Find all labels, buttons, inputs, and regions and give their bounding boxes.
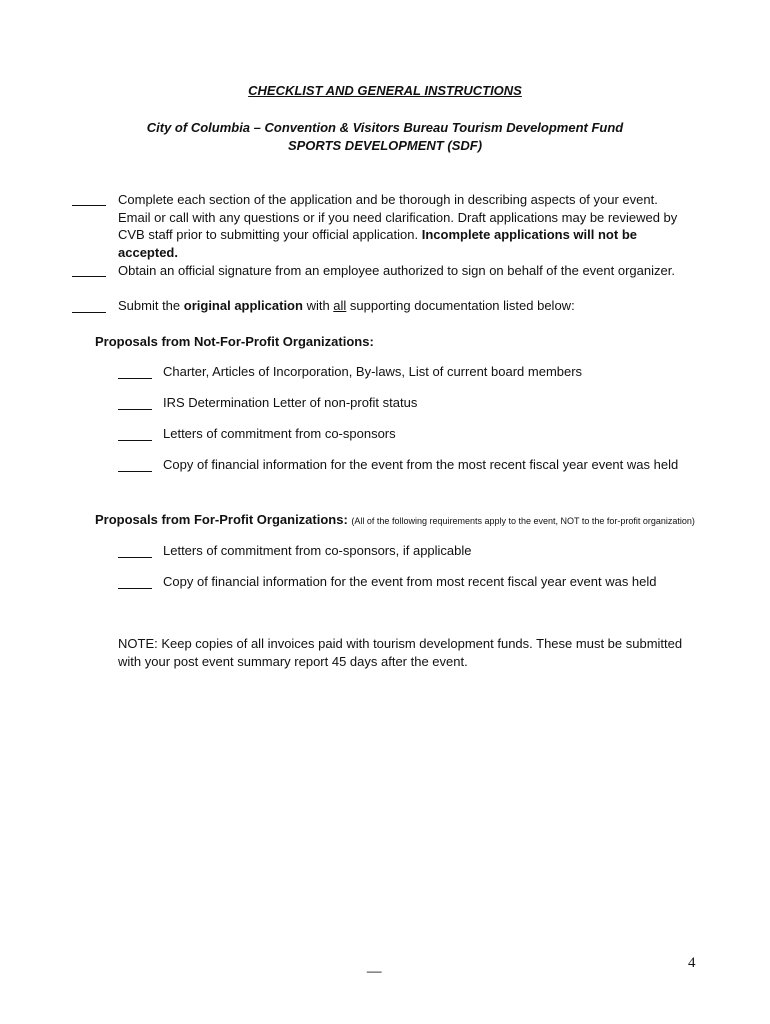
forprofit-heading: Proposals from For-Profit Organizations:	[95, 512, 348, 527]
nonprofit-item: Copy of financial information for the event from the most recent fiscal year event was held	[163, 457, 679, 472]
checklist-item-submit-original	[118, 297, 693, 315]
item-bold-text: Incomplete applications will not be accepted.	[118, 227, 637, 260]
checkbox-line[interactable]	[118, 409, 152, 410]
checkbox-line[interactable]	[118, 471, 152, 472]
nonprofit-item: Letters of commitment from co-sponsors	[163, 426, 396, 441]
item-text: supporting documentation listed below:	[346, 298, 575, 313]
checkbox-line[interactable]	[72, 205, 106, 206]
item-bold-text: original application	[183, 298, 303, 313]
checklist-item-complete-application	[118, 191, 693, 261]
item-text: with	[302, 298, 334, 313]
checkbox-line[interactable]	[118, 588, 152, 589]
page-title: CHECKLIST AND GENERAL INSTRUCTIONS	[248, 83, 522, 98]
checkbox-line[interactable]	[118, 557, 152, 558]
forprofit-note: (All of the following requirements apply to the event, NOT to the for-profit organization)	[351, 516, 695, 526]
item-text: Submit the	[118, 298, 184, 313]
footer-mark: __	[367, 958, 382, 973]
checkbox-line[interactable]	[118, 440, 152, 441]
nonprofit-heading: Proposals from Not-For-Profit Organizations:	[95, 334, 374, 349]
checkbox-line[interactable]	[118, 378, 152, 379]
item-underlined-text: all	[333, 298, 347, 313]
checkbox-line[interactable]	[72, 276, 106, 277]
forprofit-item: Letters of commitment from co-sponsors, if applicable	[163, 543, 472, 558]
item-text: Complete each section of the application and be thorough in describing aspects of your event. Email or call with any questions or if you need clarification. Draft applications may be reviewed by CVB staff prior to submitting your official application.	[118, 192, 678, 242]
nonprofit-item: IRS Determination Letter of non-profit status	[163, 395, 418, 410]
page-subtitle-program: SPORTS DEVELOPMENT (SDF)	[287, 138, 483, 153]
invoice-note: NOTE: Keep copies of all invoices paid with tourism development funds. These must be submitted with your post event summary report 45 days after the event.	[118, 636, 683, 669]
nonprofit-item: Charter, Articles of Incorporation, By-laws, List of current board members	[163, 364, 583, 379]
page-number: 4	[688, 955, 696, 971]
checkbox-line[interactable]	[72, 312, 106, 313]
page-subtitle: City of Columbia – Convention & Visitors Bureau Tourism Development Fund	[146, 120, 624, 135]
checklist-item-obtain-signature: Obtain an official signature from an employee authorized to sign on behalf of the event organizer.	[118, 263, 675, 278]
forprofit-heading-line	[95, 512, 745, 527]
forprofit-item: Copy of financial information for the event from most recent fiscal year event was held	[163, 574, 657, 589]
